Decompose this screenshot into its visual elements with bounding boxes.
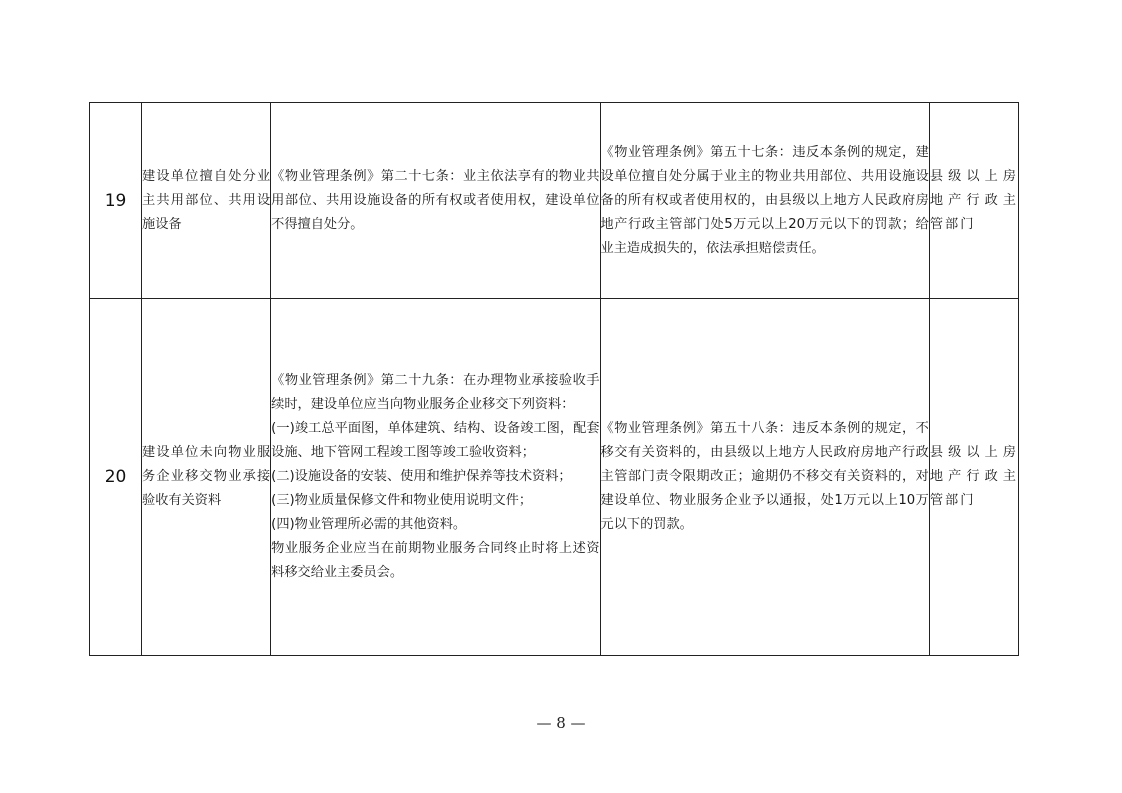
legal-basis: 《物业管理条例》第二十七条：业主依法享有的物业共用部位、共用设施设备的所有权或者使用权，建设单位不得擅自处分。 — [271, 103, 600, 299]
legal-basis-paragraph: (三)物业质量保修文件和物业使用说明文件； — [271, 493, 533, 508]
penalty-table — [89, 102, 1019, 656]
row-number: 20 — [90, 299, 142, 656]
penalty-provision: 《物业管理条例》第五十八条：违反本条例的规定，不移交有关资料的，由县级以上地方人民政府房地产行政主管部门责令限期改正；逾期仍不移交有关资料的，对建设单位、物业服务企业予以通报，处1万元以上10万元以下的罚款。 — [600, 299, 929, 656]
table-row — [90, 299, 1019, 656]
violation-item: 建设单位未向物业服务企业移交物业承接验收有关资料 — [142, 299, 271, 656]
row-number: 19 — [90, 103, 142, 299]
legal-basis-paragraph: 《物业管理条例》第二十九条：在办理物业承接验收手续时，建设单位应当向物业服务企业移交下列资料： — [271, 373, 600, 412]
legal-basis-paragraph: (四)物业管理所必需的其他资料。 — [271, 517, 467, 532]
legal-basis — [271, 299, 600, 656]
violation-item: 建设单位擅自处分业主共用部位、共用设施设备 — [142, 103, 271, 299]
legal-basis-paragraph: 物业服务企业应当在前期物业服务合同终止时将上述资料移交给业主委员会。 — [271, 541, 600, 580]
legal-basis-paragraph: (一)竣工总平面图，单体建筑、结构、设备竣工图，配套设施、地下管网工程竣工图等竣工验收资料； — [271, 421, 600, 460]
penalty-provision: 《物业管理条例》第五十七条：违反本条例的规定，建设单位擅自处分属于业主的物业共用部位、共用设施设备的所有权或者使用权的，由县级以上地方人民政府房地产行政主管部门处5万元以上20万元以下的罚款；给业主造成损失的，依法承担赔偿责任。 — [600, 103, 929, 299]
page-number: — 8 — — [536, 714, 586, 732]
table-row — [90, 103, 1019, 299]
enforcement-department: 县级以上房地产行政主管部门 — [929, 299, 1018, 656]
legal-basis-paragraph: (二)设施设备的安装、使用和维护保养等技术资料； — [271, 469, 572, 484]
enforcement-department: 县级以上房地产行政主管部门 — [929, 103, 1018, 299]
